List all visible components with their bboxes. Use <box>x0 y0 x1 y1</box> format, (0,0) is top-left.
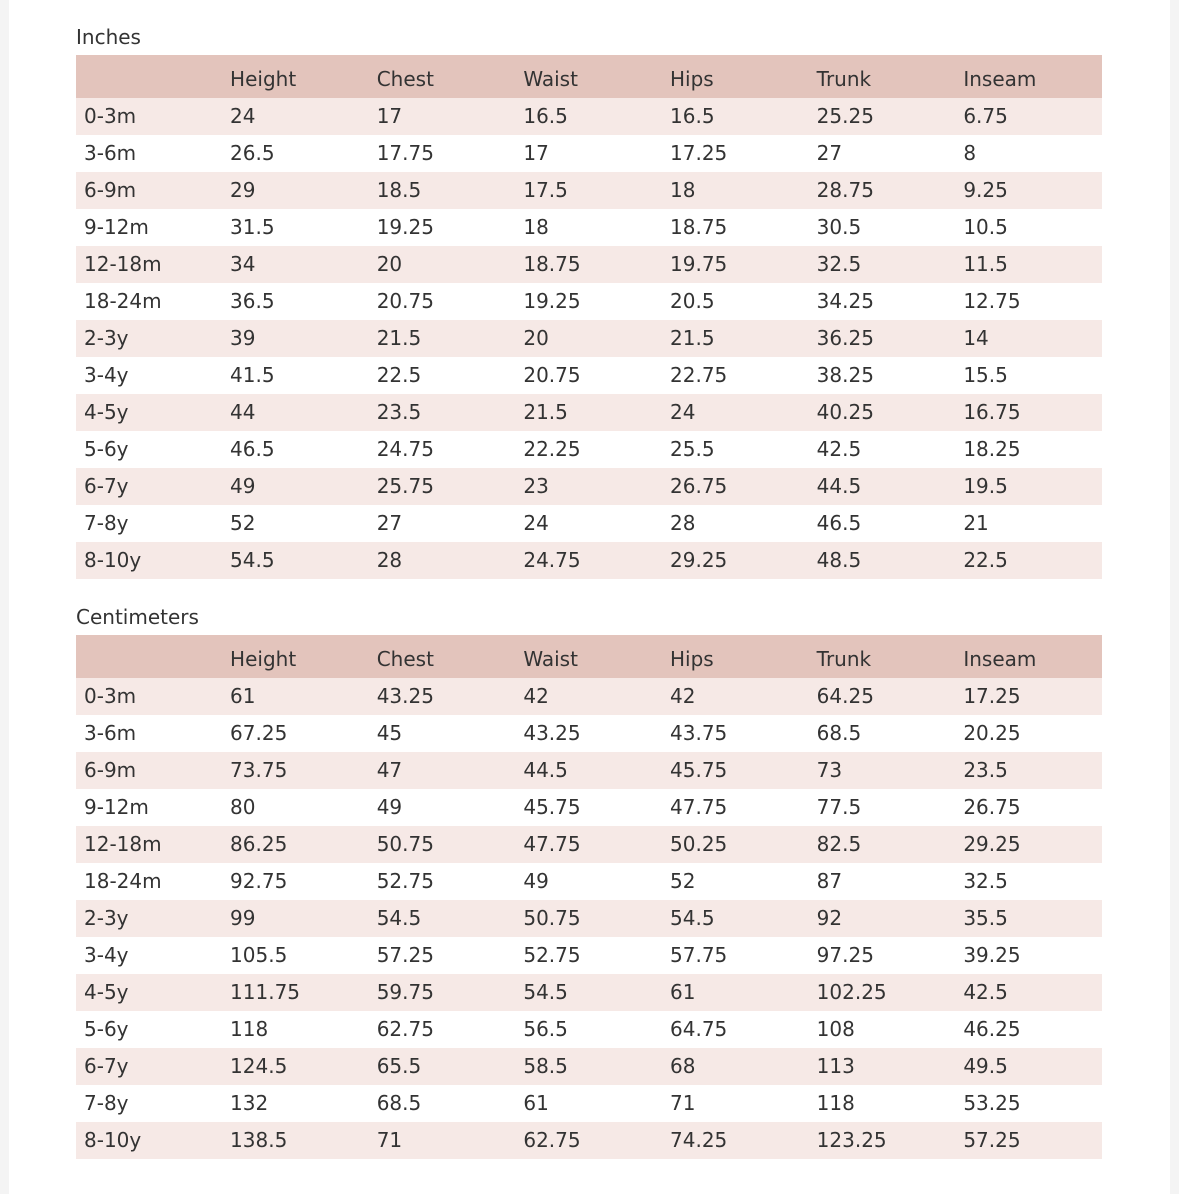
table-row <box>76 678 1102 715</box>
measurement-cell: 22.5 <box>963 548 1008 572</box>
measurement-cell: 61 <box>523 1091 549 1115</box>
size-label-cell: 18-24m <box>84 869 162 893</box>
size-label-cell: 6-9m <box>84 758 137 782</box>
measurement-cell: 28.75 <box>816 178 874 202</box>
measurement-cell: 18 <box>523 215 549 239</box>
measurement-cell: 92.75 <box>230 869 288 893</box>
measurement-cell: 42.5 <box>963 980 1008 1004</box>
measurement-cell: 39.25 <box>963 943 1021 967</box>
size-label-cell: 7-8y <box>84 1091 129 1115</box>
measurement-cell: 42 <box>670 684 696 708</box>
measurement-cell: 138.5 <box>230 1128 288 1152</box>
size-label-cell: 12-18m <box>84 252 162 276</box>
table-row <box>76 1085 1102 1122</box>
measurement-cell: 86.25 <box>230 832 288 856</box>
measurement-cell: 62.75 <box>376 1017 434 1041</box>
table-row <box>76 431 1102 468</box>
measurement-cell: 50.75 <box>376 832 434 856</box>
size-label-cell: 8-10y <box>84 548 142 572</box>
header-row <box>76 635 1102 678</box>
size-label-cell: 12-18m <box>84 832 162 856</box>
column-header: Inseam <box>963 647 1037 671</box>
measurement-cell: 42 <box>523 684 549 708</box>
measurement-cell: 22.75 <box>670 363 728 387</box>
measurement-cell: 64.75 <box>670 1017 728 1041</box>
measurement-cell: 49 <box>523 869 549 893</box>
measurement-cell: 25.25 <box>816 104 874 128</box>
measurement-cell: 29.25 <box>670 548 728 572</box>
measurement-cell: 57.25 <box>376 943 434 967</box>
measurement-cell: 34 <box>230 252 256 276</box>
table-row <box>76 394 1102 431</box>
measurement-cell: 113 <box>816 1054 855 1078</box>
measurement-cell: 21.5 <box>670 326 715 350</box>
measurement-cell: 32.5 <box>816 252 862 276</box>
measurement-cell: 26.75 <box>670 474 728 498</box>
table-row <box>76 98 1102 135</box>
measurement-cell: 29.25 <box>963 832 1021 856</box>
size-label-cell: 3-4y <box>84 363 129 387</box>
measurement-cell: 82.5 <box>816 832 862 856</box>
measurement-cell: 16.5 <box>670 104 715 128</box>
measurement-cell: 67.25 <box>230 721 288 745</box>
size-label-cell: 5-6y <box>84 1017 129 1041</box>
measurement-cell: 54.5 <box>523 980 568 1004</box>
measurement-cell: 99 <box>230 906 256 930</box>
column-header: Chest <box>376 67 434 91</box>
measurement-cell: 44.5 <box>816 474 862 498</box>
measurement-cell: 41.5 <box>230 363 275 387</box>
measurement-cell: 54.5 <box>230 548 275 572</box>
column-header: Waist <box>523 67 578 91</box>
table-row <box>76 789 1102 826</box>
measurement-cell: 102.25 <box>816 980 887 1004</box>
measurement-cell: 25.75 <box>376 474 434 498</box>
measurement-cell: 68 <box>670 1054 696 1078</box>
measurement-cell: 35.5 <box>963 906 1008 930</box>
measurement-cell: 19.75 <box>670 252 728 276</box>
measurement-cell: 68.5 <box>376 1091 422 1115</box>
measurement-cell: 124.5 <box>230 1054 288 1078</box>
table-row <box>76 246 1102 283</box>
measurement-cell: 49 <box>376 795 403 819</box>
measurement-cell: 20.25 <box>963 721 1021 745</box>
measurement-cell: 57.75 <box>670 943 728 967</box>
measurement-cell: 87 <box>816 869 843 893</box>
measurement-cell: 27 <box>816 141 843 165</box>
size-label-cell: 7-8y <box>84 511 129 535</box>
size-column-header <box>76 55 222 98</box>
measurement-cell: 123.25 <box>816 1128 887 1152</box>
measurement-cell: 45 <box>376 721 403 745</box>
measurement-cell: 118 <box>230 1017 269 1041</box>
table-row <box>76 1011 1102 1048</box>
measurement-cell: 19.25 <box>376 215 434 239</box>
size-label-cell: 9-12m <box>84 795 149 819</box>
inches-size-table <box>76 55 1102 579</box>
table-row <box>76 320 1102 357</box>
measurement-cell: 28 <box>670 511 696 535</box>
measurement-cell: 44.5 <box>523 758 568 782</box>
measurement-cell: 52.75 <box>376 869 434 893</box>
measurement-cell: 61 <box>670 980 696 1004</box>
measurement-cell: 15.5 <box>963 363 1008 387</box>
measurement-cell: 10.5 <box>963 215 1008 239</box>
size-chart-page <box>9 0 1170 1194</box>
column-header: Trunk <box>816 647 872 671</box>
table-row <box>76 937 1102 974</box>
measurement-cell: 42.5 <box>816 437 862 461</box>
measurement-cell: 20.75 <box>523 363 581 387</box>
table-row <box>76 752 1102 789</box>
measurement-cell: 57.25 <box>963 1128 1021 1152</box>
table-row <box>76 715 1102 752</box>
size-label-cell: 2-3y <box>84 326 129 350</box>
measurement-cell: 54.5 <box>376 906 422 930</box>
measurement-cell: 80 <box>230 795 256 819</box>
measurement-cell: 19.5 <box>963 474 1008 498</box>
measurement-cell: 58.5 <box>523 1054 568 1078</box>
size-label-cell: 3-6m <box>84 721 137 745</box>
measurement-cell: 28 <box>376 548 403 572</box>
measurement-cell: 74.25 <box>670 1128 728 1152</box>
measurement-cell: 43.25 <box>376 684 434 708</box>
measurement-cell: 47 <box>376 758 403 782</box>
table-row <box>76 542 1102 579</box>
size-label-cell: 3-6m <box>84 141 137 165</box>
measurement-cell: 53.25 <box>963 1091 1021 1115</box>
centimeters-table-header <box>76 635 1102 678</box>
measurement-cell: 73 <box>816 758 843 782</box>
measurement-cell: 34.25 <box>816 289 874 313</box>
measurement-cell: 97.25 <box>816 943 874 967</box>
measurement-cell: 17 <box>376 104 403 128</box>
column-header: Waist <box>523 647 578 671</box>
measurement-cell: 39 <box>230 326 256 350</box>
measurement-cell: 32.5 <box>963 869 1008 893</box>
column-header: Hips <box>670 647 714 671</box>
measurement-cell: 21 <box>963 511 989 535</box>
measurement-cell: 52.75 <box>523 943 581 967</box>
measurement-cell: 50.75 <box>523 906 581 930</box>
measurement-cell: 92 <box>816 906 843 930</box>
table-row <box>76 505 1102 542</box>
measurement-cell: 132 <box>230 1091 269 1115</box>
measurement-cell: 18.75 <box>523 252 581 276</box>
measurement-cell: 38.25 <box>816 363 874 387</box>
size-label-cell: 4-5y <box>84 400 129 424</box>
measurement-cell: 46.5 <box>230 437 275 461</box>
column-header: Chest <box>376 647 434 671</box>
measurement-cell: 20 <box>523 326 549 350</box>
measurement-cell: 52 <box>230 511 256 535</box>
measurement-cell: 44 <box>230 400 256 424</box>
measurement-cell: 49 <box>230 474 256 498</box>
column-header: Height <box>230 67 297 91</box>
measurement-cell: 71 <box>670 1091 696 1115</box>
measurement-cell: 62.75 <box>523 1128 581 1152</box>
measurement-cell: 111.75 <box>230 980 301 1004</box>
table-row <box>76 357 1102 394</box>
measurement-cell: 12.75 <box>963 289 1021 313</box>
measurement-cell: 52 <box>670 869 696 893</box>
measurement-cell: 24 <box>523 511 549 535</box>
table-row <box>76 1048 1102 1085</box>
measurement-cell: 17 <box>523 141 549 165</box>
measurement-cell: 22.25 <box>523 437 581 461</box>
measurement-cell: 9.25 <box>963 178 1008 202</box>
measurement-cell: 64.25 <box>816 684 874 708</box>
measurement-cell: 23.5 <box>376 400 422 424</box>
column-header: Height <box>230 647 297 671</box>
measurement-cell: 21.5 <box>376 326 422 350</box>
measurement-cell: 43.25 <box>523 721 581 745</box>
measurement-cell: 18.75 <box>670 215 728 239</box>
measurement-cell: 21.5 <box>523 400 568 424</box>
measurement-cell: 56.5 <box>523 1017 568 1041</box>
header-row <box>76 55 1102 98</box>
measurement-cell: 18.25 <box>963 437 1021 461</box>
measurement-cell: 20.75 <box>376 289 434 313</box>
column-header: Inseam <box>963 67 1037 91</box>
table-row <box>76 468 1102 505</box>
measurement-cell: 46.5 <box>816 511 862 535</box>
measurement-cell: 47.75 <box>523 832 581 856</box>
measurement-cell: 43.75 <box>670 721 728 745</box>
table-row <box>76 863 1102 900</box>
measurement-cell: 73.75 <box>230 758 288 782</box>
measurement-cell: 59.75 <box>376 980 434 1004</box>
table-row <box>76 283 1102 320</box>
measurement-cell: 17.5 <box>523 178 568 202</box>
measurement-cell: 26.5 <box>230 141 275 165</box>
size-label-cell: 8-10y <box>84 1128 142 1152</box>
measurement-cell: 65.5 <box>376 1054 422 1078</box>
measurement-cell: 18.5 <box>376 178 422 202</box>
table-row <box>76 135 1102 172</box>
table-row <box>76 172 1102 209</box>
size-label-cell: 0-3m <box>84 684 137 708</box>
inches-section-title: Inches <box>76 25 141 49</box>
inches-table-header <box>76 55 1102 98</box>
column-header: Trunk <box>816 67 872 91</box>
measurement-cell: 18 <box>670 178 696 202</box>
measurement-cell: 77.5 <box>816 795 862 819</box>
measurement-cell: 19.25 <box>523 289 581 313</box>
measurement-cell: 36.5 <box>230 289 275 313</box>
measurement-cell: 24.75 <box>523 548 581 572</box>
measurement-cell: 17.25 <box>670 141 728 165</box>
measurement-cell: 23 <box>523 474 549 498</box>
measurement-cell: 16.5 <box>523 104 568 128</box>
measurement-cell: 24 <box>230 104 256 128</box>
table-row <box>76 1122 1102 1159</box>
measurement-cell: 45.75 <box>670 758 728 782</box>
size-label-cell: 6-9m <box>84 178 137 202</box>
measurement-cell: 25.5 <box>670 437 715 461</box>
measurement-cell: 17.75 <box>376 141 434 165</box>
measurement-cell: 24.75 <box>376 437 434 461</box>
inches-table-body <box>76 98 1102 579</box>
size-label-cell: 9-12m <box>84 215 149 239</box>
measurement-cell: 71 <box>376 1128 403 1152</box>
table-row <box>76 900 1102 937</box>
measurement-cell: 8 <box>963 141 977 165</box>
measurement-cell: 27 <box>376 511 403 535</box>
size-label-cell: 5-6y <box>84 437 129 461</box>
measurement-cell: 40.25 <box>816 400 874 424</box>
size-label-cell: 2-3y <box>84 906 129 930</box>
measurement-cell: 14 <box>963 326 989 350</box>
measurement-cell: 61 <box>230 684 256 708</box>
measurement-cell: 48.5 <box>816 548 862 572</box>
measurement-cell: 50.25 <box>670 832 728 856</box>
size-label-cell: 3-4y <box>84 943 129 967</box>
size-label-cell: 18-24m <box>84 289 162 313</box>
measurement-cell: 105.5 <box>230 943 288 967</box>
measurement-cell: 20.5 <box>670 289 715 313</box>
measurement-cell: 118 <box>816 1091 855 1115</box>
measurement-cell: 30.5 <box>816 215 862 239</box>
measurement-cell: 108 <box>816 1017 855 1041</box>
measurement-cell: 31.5 <box>230 215 275 239</box>
measurement-cell: 6.75 <box>963 104 1008 128</box>
size-label-cell: 0-3m <box>84 104 137 128</box>
measurement-cell: 11.5 <box>963 252 1008 276</box>
centimeters-size-table <box>76 635 1102 1159</box>
measurement-cell: 45.75 <box>523 795 581 819</box>
measurement-cell: 22.5 <box>376 363 422 387</box>
measurement-cell: 24 <box>670 400 696 424</box>
size-column-header <box>76 635 222 678</box>
size-label-cell: 4-5y <box>84 980 129 1004</box>
measurement-cell: 20 <box>376 252 403 276</box>
size-label-cell: 6-7y <box>84 474 129 498</box>
size-label-cell: 6-7y <box>84 1054 129 1078</box>
centimeters-table-body <box>76 678 1102 1159</box>
table-row <box>76 209 1102 246</box>
measurement-cell: 68.5 <box>816 721 862 745</box>
centimeters-section-title: Centimeters <box>76 605 199 629</box>
measurement-cell: 49.5 <box>963 1054 1008 1078</box>
table-row <box>76 826 1102 863</box>
measurement-cell: 16.75 <box>963 400 1021 424</box>
measurement-cell: 23.5 <box>963 758 1008 782</box>
table-row <box>76 974 1102 1011</box>
measurement-cell: 54.5 <box>670 906 715 930</box>
measurement-cell: 36.25 <box>816 326 874 350</box>
measurement-cell: 26.75 <box>963 795 1021 819</box>
column-header: Hips <box>670 67 714 91</box>
measurement-cell: 46.25 <box>963 1017 1021 1041</box>
measurement-cell: 17.25 <box>963 684 1021 708</box>
measurement-cell: 47.75 <box>670 795 728 819</box>
measurement-cell: 29 <box>230 178 256 202</box>
